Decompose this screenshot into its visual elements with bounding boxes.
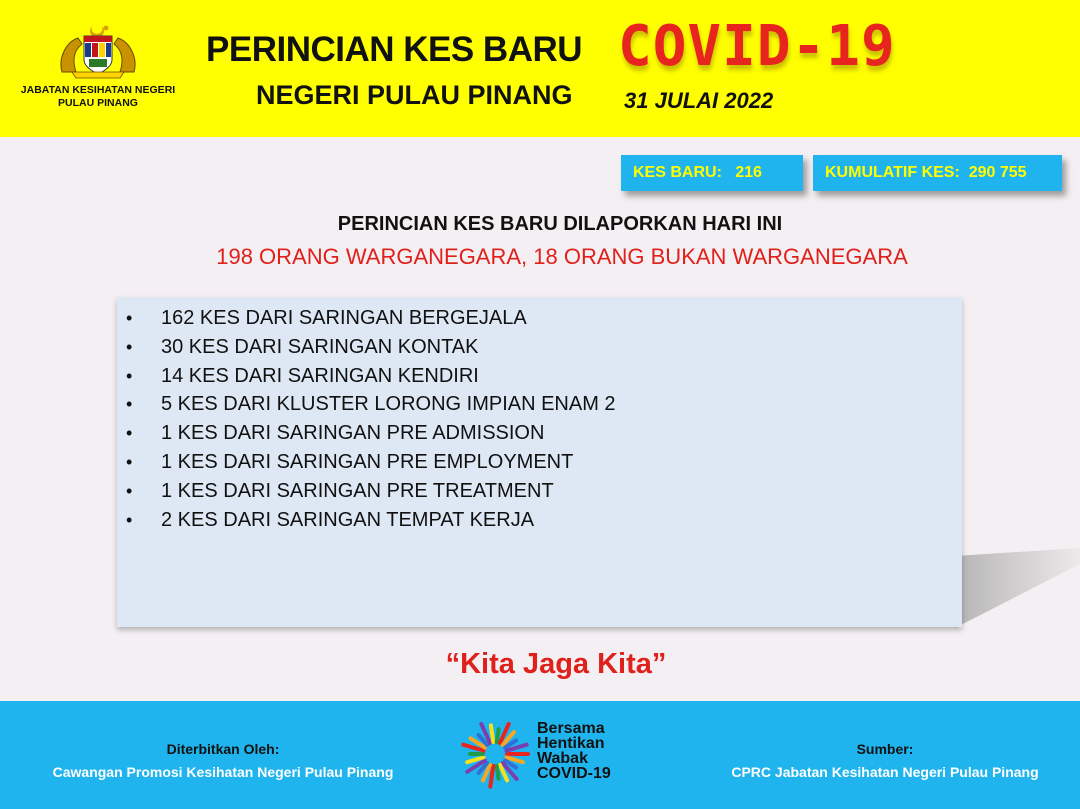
malaysia-coat-of-arms-icon — [56, 22, 140, 80]
cases-list — [117, 304, 616, 534]
list-item — [117, 362, 616, 391]
list-item — [117, 390, 616, 419]
case-text: 1 KES DARI SARINGAN PRE EMPLOYMENT — [161, 450, 574, 473]
list-item — [117, 477, 616, 506]
campaign-logo-icon — [458, 717, 532, 791]
case-text: 5 KES DARI KLUSTER LORONG IMPIAN ENAM 2 — [161, 393, 616, 416]
report-date: 31 JULAI 2022 — [624, 88, 774, 113]
logo-ray — [497, 729, 499, 742]
bullet-icon: • — [126, 308, 133, 328]
list-item — [117, 304, 616, 333]
campaign-line-2: Hentikan — [537, 735, 605, 752]
page-subtitle: NEGERI PULAU PINANG — [256, 80, 573, 110]
publisher-name: Cawangan Promosi Kesihatan Negeri Pulau Pinang — [52, 764, 394, 780]
case-text: 1 KES DARI SARINGAN PRE ADMISSION — [161, 422, 545, 445]
covid-title: COVID-19 — [618, 14, 896, 79]
campaign-line-1: Bersama — [537, 720, 605, 737]
case-text: 30 KES DARI SARINGAN KONTAK — [161, 335, 479, 358]
campaign-text — [537, 721, 657, 781]
cumulative-cases-badge: KUMULATIF KES: 290 755 — [813, 155, 1062, 191]
logo-ray — [490, 766, 493, 787]
case-text: 162 KES DARI SARINGAN BERGEJALA — [161, 307, 527, 329]
list-item — [117, 333, 616, 362]
department-line-2: PULAU PINANG — [58, 97, 138, 109]
case-text: 1 KES DARI SARINGAN PRE TREATMENT — [161, 479, 554, 502]
cases-panel — [117, 297, 962, 627]
source-name: CPRC Jabatan Kesihatan Negeri Pulau Pinang — [731, 764, 1039, 780]
logo-ray — [491, 725, 493, 742]
panel-shadow — [955, 548, 1080, 628]
page-title: PERINCIAN KES BARU — [206, 30, 583, 69]
details-heading: PERINCIAN KES BARU DILAPORKAN HARI INI — [337, 213, 783, 235]
source-label: Sumber: — [856, 741, 914, 757]
bullet-icon: • — [126, 451, 133, 472]
list-item — [117, 419, 616, 448]
department-name — [10, 84, 186, 110]
footer-band — [0, 701, 1080, 809]
list-item — [117, 506, 616, 535]
case-text: 14 KES DARI SARINGAN KENDIRI — [161, 364, 479, 387]
publisher-label: Diterbitkan Oleh: — [166, 741, 280, 757]
new-cases-badge: KES BARU: 216 — [621, 155, 803, 191]
campaign-line-3: Wabak — [537, 750, 588, 767]
list-item — [117, 448, 616, 477]
logo-ray — [497, 766, 499, 779]
bullet-icon: • — [126, 394, 133, 415]
campaign-line-4: COVID-19 — [537, 765, 611, 782]
case-text: 2 KES DARI SARINGAN TEMPAT KERJA — [161, 508, 535, 531]
bullet-icon: • — [126, 423, 133, 444]
bullet-icon: • — [126, 509, 133, 530]
bullet-icon: • — [126, 336, 133, 357]
header-band — [0, 0, 1080, 137]
department-line-1: JABATAN KESIHATAN NEGERI — [20, 84, 176, 96]
bullet-icon: • — [126, 365, 133, 386]
citizenship-breakdown: 198 ORANG WARGANEGARA, 18 ORANG BUKAN WARGANEGARA — [216, 244, 908, 269]
slogan: “Kita Jaga Kita” — [445, 648, 667, 680]
bullet-icon: • — [126, 480, 133, 501]
